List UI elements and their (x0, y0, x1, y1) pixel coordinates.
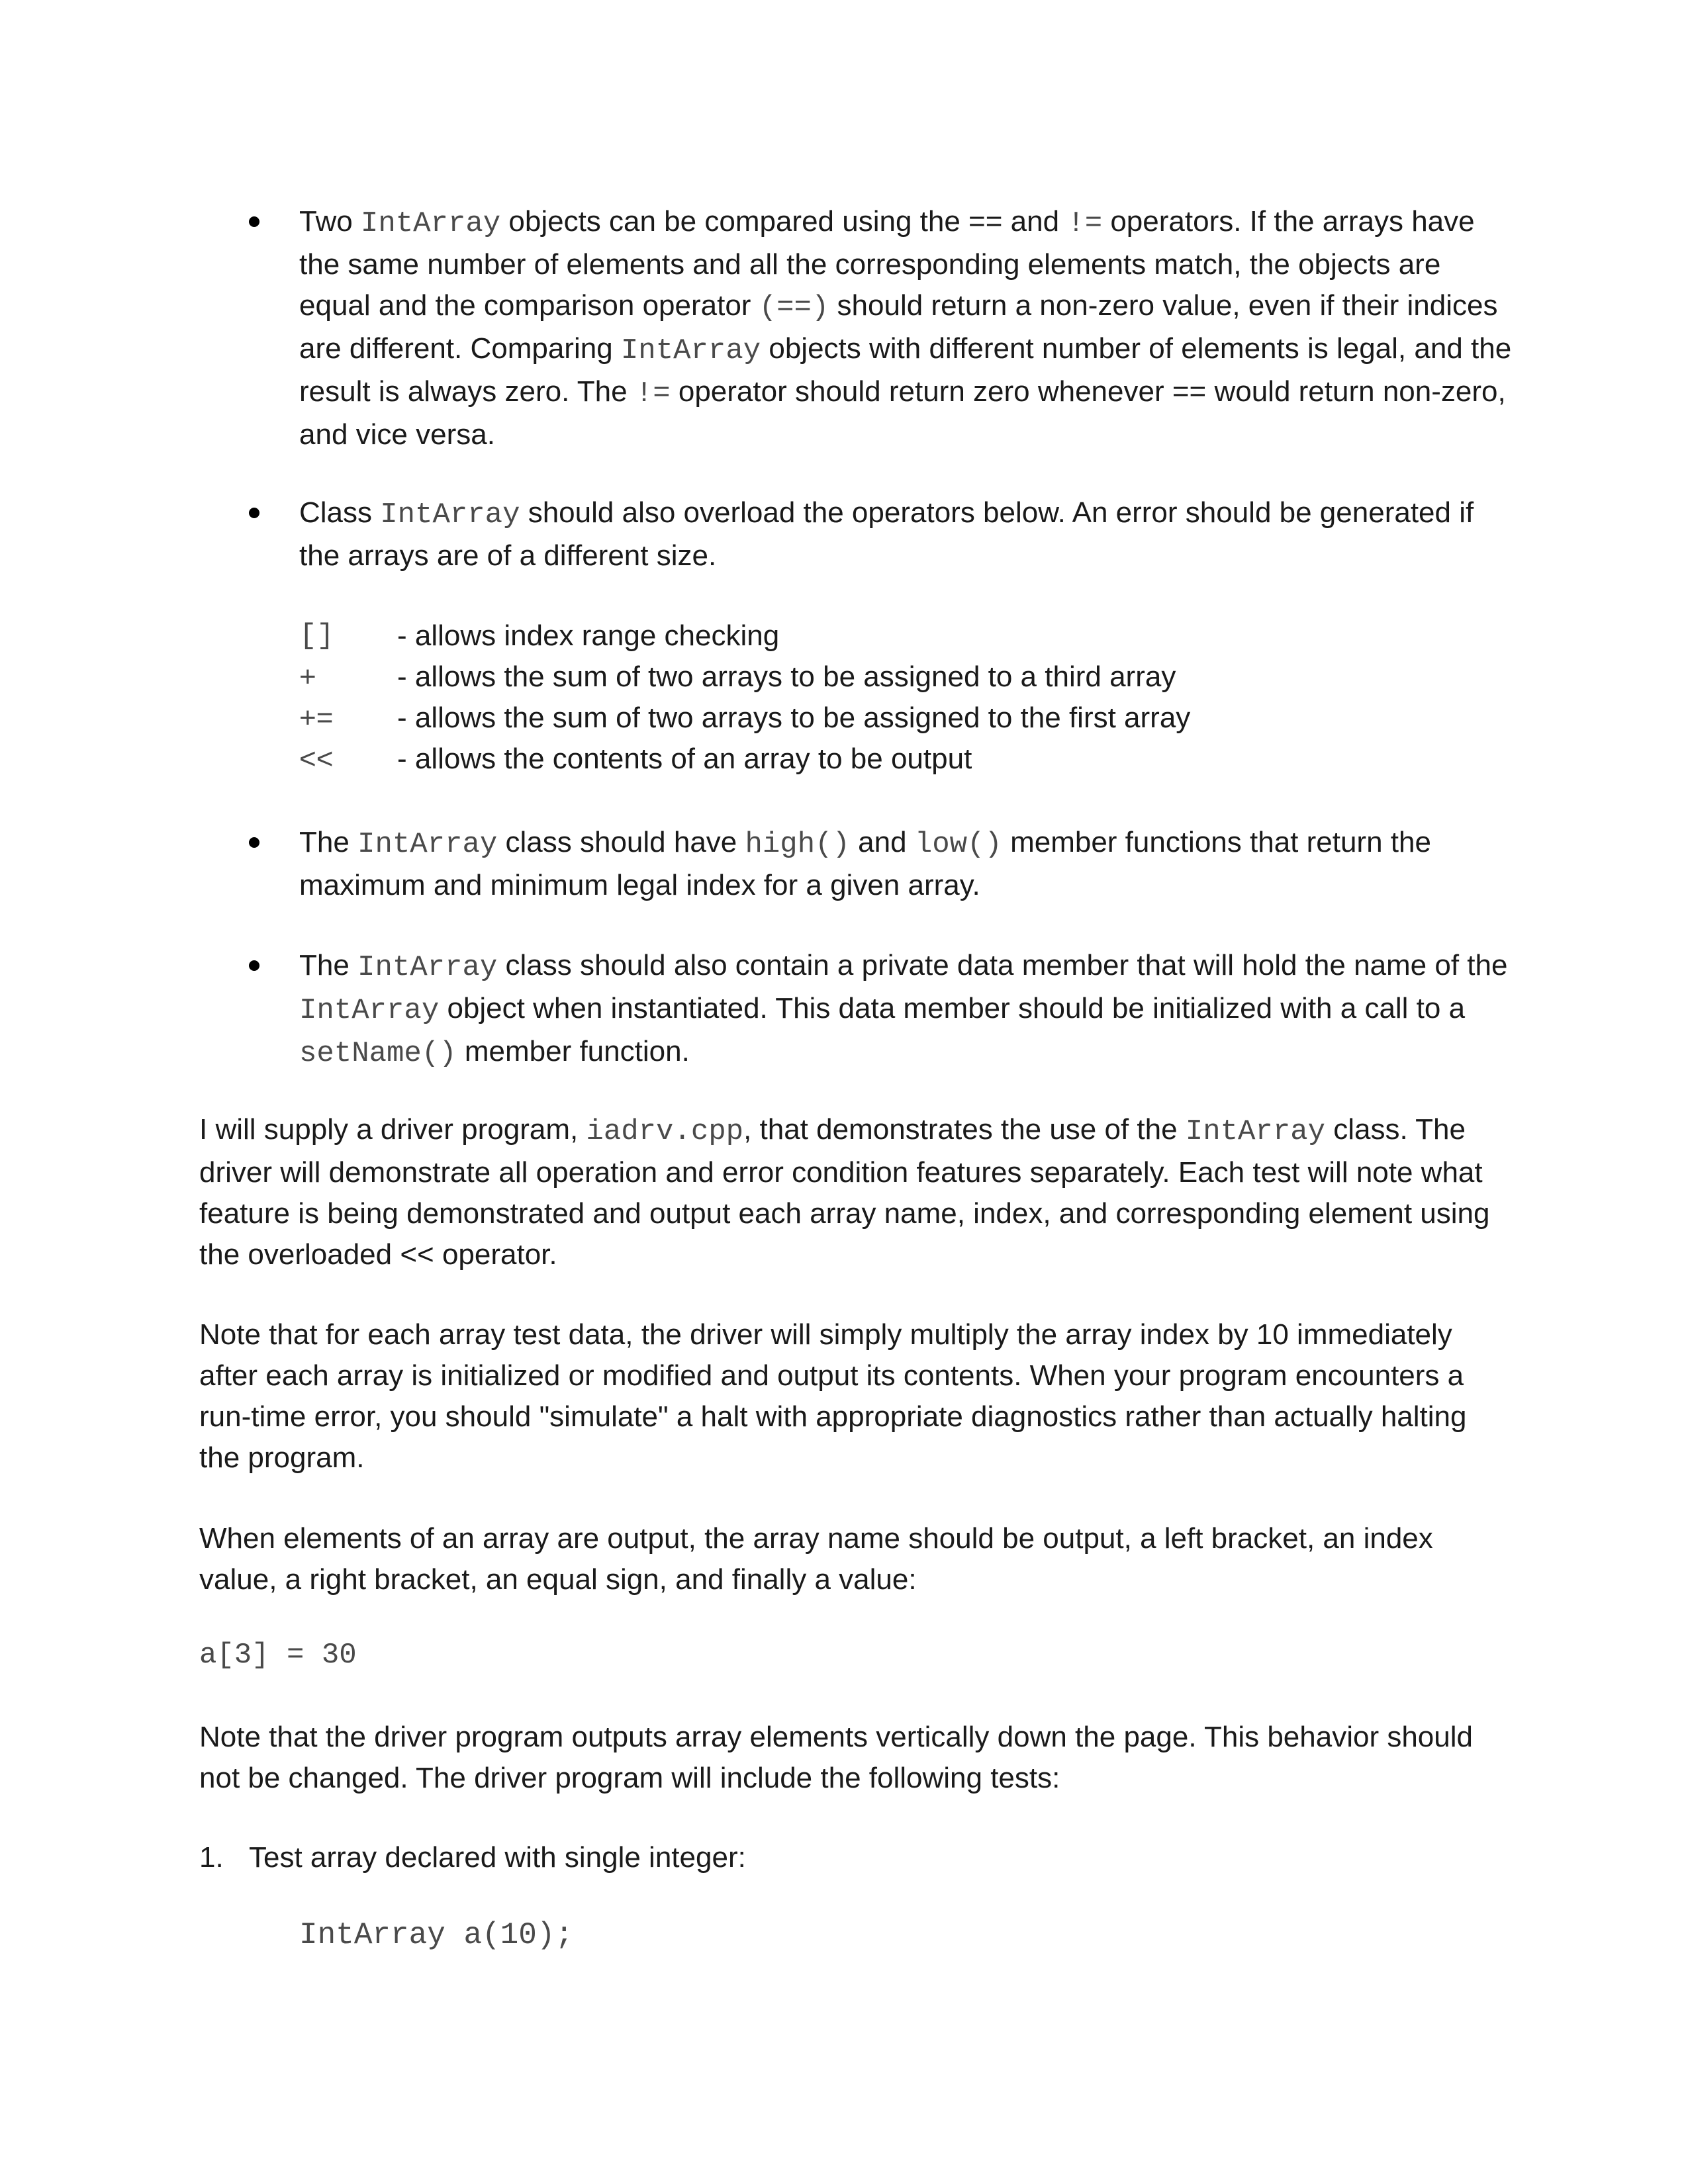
code-intarray: IntArray (620, 334, 761, 367)
operator-row-output (299, 739, 1557, 780)
paragraph-output-format: When elements of an array are output, the array name should be output, a left bracket, an index value, a right bracket, an equal sign, and finally a value: (199, 1522, 1433, 1596)
operator-symbol: [] (299, 619, 334, 653)
operator-row-plus (299, 657, 1557, 698)
code-intarray: IntArray (380, 498, 520, 531)
code-declaration: IntArray a(10); (299, 1918, 574, 1952)
bullet-icon (249, 508, 259, 518)
code-filename: iadrv.cpp (586, 1115, 744, 1148)
paragraph-test-data: Note that for each array test data, the driver will simply multiply the array index by 10 immediately after each array is initialized or modified and output its contents. When your program encounters a run-time error, you should "simulate" a halt with appropriate diagnostics rather than actually halting the program. (199, 1318, 1467, 1474)
operator-description: - allows the sum of two arrays to be assigned to a third array (397, 660, 1176, 693)
list-item-number: 1. (199, 1841, 224, 1874)
code-intarray: IntArray (1185, 1115, 1326, 1148)
bullet-comparison-operators: Two IntArray objects can be compared using the == and != operators. If the arrays have the same number of elements and all the corresponding elements match, the objects are equal and the comparison operator (==) should return a non-zero value, even if their indices are different. Comparing IntArray objects with different number of elements is legal, and the result is always zero. The != operator should return zero whenever == would return non-zero, and vice versa. (299, 205, 1512, 451)
operator-row-index (299, 615, 1557, 657)
code-setname: setName() (299, 1037, 457, 1070)
bullet-icon (249, 960, 259, 971)
bullet-icon (249, 216, 259, 227)
operator-description: - allows the contents of an array to be output (397, 743, 972, 775)
bullet-high-low: The IntArray class should have high() and low() member functions that return the maximum and minimum legal index for a given array. (299, 826, 1431, 901)
code-low: low() (914, 828, 1002, 861)
operator-symbol: + (299, 660, 316, 693)
operator-description: - allows index range checking (397, 619, 780, 652)
operator-row-plus-assign (299, 698, 1557, 739)
operator-symbol: += (299, 702, 334, 734)
operator-symbol: << (299, 743, 334, 775)
code-intarray: IntArray (357, 828, 498, 861)
operator-description: - allows the sum of two arrays to be assigned to the first array (397, 702, 1191, 734)
bullet-set-name: The IntArray class should also contain a private data member that will hold the name of the IntArray object when instantiated. This data member should be initialized with a call to a setName() member function. (299, 949, 1508, 1070)
code-intarray: IntArray (357, 951, 498, 984)
bullet-overload-operators: Class IntArray should also overload the operators below. An error should be generated if the arrays are of a different size. (299, 496, 1474, 572)
code-intarray: IntArray (360, 207, 501, 240)
paragraph-driver-program: I will supply a driver program, iadrv.cpp, that demonstrates the use of the IntArray class. The driver will demonstrate all operation and error condition features separately. Each test will note what feature is being demonstrated and output each array name, index, and corresponding element using the overloaded << operator. (199, 1113, 1490, 1271)
code-intarray: IntArray (299, 994, 440, 1027)
list-item-text: Test array declared with single integer: (249, 1841, 746, 1874)
code-not-equal: != (635, 377, 671, 410)
example-output-code: a[3] = 30 (199, 1639, 357, 1672)
paragraph-driver-tests: Note that the driver program outputs array elements vertically down the page. This behavior should not be changed. The driver program will include the following tests: (199, 1721, 1473, 1794)
code-not-equal: != (1067, 207, 1103, 240)
code-equal-operator: (==) (759, 291, 829, 324)
code-high: high() (745, 828, 850, 861)
bullet-icon (249, 837, 259, 848)
